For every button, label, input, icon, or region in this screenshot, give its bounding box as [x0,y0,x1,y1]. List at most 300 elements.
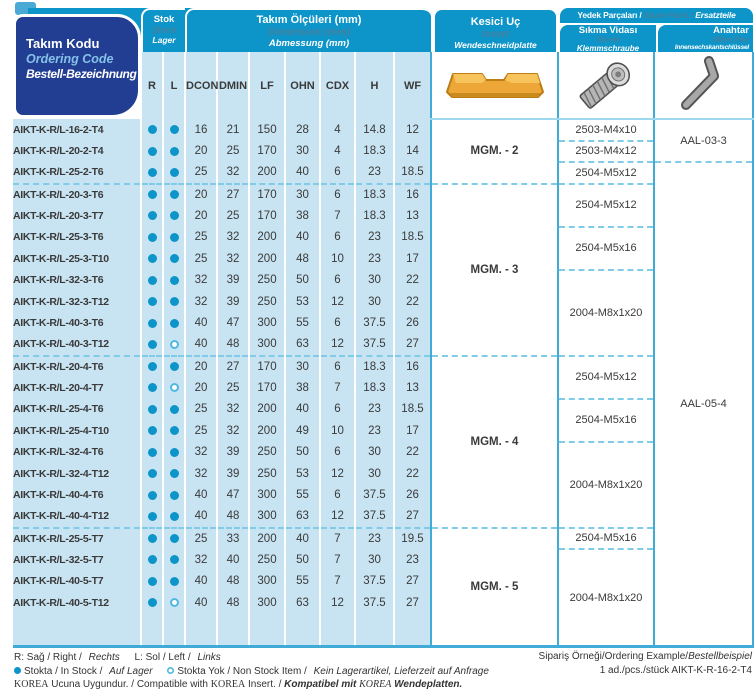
dimension-value-cell: 25 [185,162,217,184]
dimension-value-cell: 300 [249,485,285,507]
screw-code-cell: 2503-M4x12 [558,141,654,163]
insert-type-cell: MGM. - 4 [431,356,558,528]
dimension-value-cell: 53 [285,463,320,485]
in-stock-dot [170,125,179,134]
dimension-value-cell: 63 [285,592,320,614]
col-header-r: R [141,52,163,119]
dimension-value-cell: 250 [249,463,285,485]
dimension-value-cell: 37.5 [355,334,394,356]
dimension-value-cell: 18.5 [394,399,431,421]
dimension-value-cell: 48 [217,592,249,614]
dimension-value-cell: 26 [394,313,431,335]
dimension-value-cell: 48 [217,571,249,593]
dimension-value-cell: 250 [249,549,285,571]
dimension-value-cell: 33 [217,528,249,550]
dimension-value-cell: 27 [394,571,431,593]
dimension-value-cell: 12 [394,119,431,141]
ordering-code-cell: AIKT-K-R/L-32-4-T6 [13,442,141,464]
stock-l-cell [163,227,185,249]
dimension-value-cell: 23 [355,399,394,421]
legend-left: L: Sol / Left / [134,652,191,663]
in-stock-dot [170,405,179,414]
dimension-value-cell: 50 [285,270,320,292]
dimension-value-cell: 30 [355,291,394,313]
stock-r-cell [141,356,163,378]
dimension-value-cell: 23 [355,227,394,249]
dimension-value-cell: 49 [285,420,320,442]
in-stock-dot [148,340,157,349]
dimension-value-cell: 6 [320,313,355,335]
dimension-value-cell: 170 [249,184,285,206]
dimension-value-cell: 27 [394,592,431,614]
stock-r-cell [141,399,163,421]
non-stock-dot [167,667,174,674]
in-stock-dot [170,168,179,177]
in-stock-dot [148,211,157,220]
stock-r-cell [141,184,163,206]
dimension-value-cell: 6 [320,485,355,507]
dimension-value-cell [217,614,249,647]
dimension-value-cell: 250 [249,442,285,464]
dimension-value-cell: 6 [320,162,355,184]
col-header-dmin: DMIN [217,52,249,119]
stock-r-cell [141,334,163,356]
dimension-value-cell: 250 [249,291,285,313]
dimension-value-cell: 39 [217,463,249,485]
in-stock-dot [148,555,157,564]
dimension-value-cell: 40 [217,549,249,571]
dimension-value-cell: 6 [320,270,355,292]
in-stock-dot [170,362,179,371]
dimension-value-cell: 150 [249,119,285,141]
stock-r-cell [141,141,163,163]
allen-key-column-header [658,25,753,52]
in-stock-dot [148,448,157,457]
compat-de-1: Kompatibel mit [284,679,360,690]
spare-parts-band [560,8,753,23]
ordering-code-cell: AIKT-K-R/L-40-4-T12 [13,506,141,528]
dimension-value-cell: 37.5 [355,592,394,614]
dimension-value-cell: 23 [355,248,394,270]
dimension-value-cell: 30 [285,141,320,163]
dimension-value-cell: 300 [249,313,285,335]
in-stock-dot [148,125,157,134]
allen-key-label-tr: Anahtar [713,25,749,36]
dimension-value-cell: 200 [249,162,285,184]
stock-l-cell [163,528,185,550]
dimension-value-cell: 55 [285,485,320,507]
dimension-value-cell: 22 [394,270,431,292]
stock-r-cell [141,571,163,593]
stock-l-cell [163,377,185,399]
footer-legend [14,651,489,692]
stock-column-header [141,8,185,52]
dimension-value-cell: 200 [249,227,285,249]
ordering-code-cell: AIKT-K-R/L-20-2-T4 [13,141,141,163]
col-header-dcon: DCON [185,52,217,119]
in-stock-dot [148,491,157,500]
catalog-table [13,52,754,648]
dimension-value-cell: 19.5 [394,528,431,550]
insert-type-cell: MGM. - 3 [431,184,558,356]
in-stock-dot [148,147,157,156]
dimension-value-cell: 32 [185,291,217,313]
non-stock-dot [170,383,179,392]
insert-icon [442,67,548,101]
dimension-value-cell: 10 [320,420,355,442]
dimension-value-cell: 13 [394,205,431,227]
dimension-value-cell: 18.3 [355,141,394,163]
stock-l-cell [163,162,185,184]
col-header-lf: LF [249,52,285,119]
in-stock-dot [148,383,157,392]
dimension-value-cell: 300 [249,506,285,528]
ordering-code-cell: AIKT-K-R/L-25-4-T10 [13,420,141,442]
table-row [13,184,753,206]
stock-r-cell [141,506,163,528]
dimension-value-cell: 6 [320,399,355,421]
dimension-value-cell: 12 [320,592,355,614]
dimension-value-cell: 40 [185,313,217,335]
dimension-value-cell: 7 [320,549,355,571]
stock-l-cell [163,205,185,227]
in-stock-dot [170,577,179,586]
dimension-value-cell: 18.5 [394,227,431,249]
in-stock-dot [148,426,157,435]
screw-label-en: Screw [596,35,620,44]
table-row [13,162,753,184]
allen-key-code-cell: AAL-05-4 [654,162,753,647]
table-row [13,528,753,550]
dimension-value-cell: 27 [394,334,431,356]
stock-r-cell [141,377,163,399]
stock-r-cell [141,291,163,313]
dimension-value-cell: 40 [285,227,320,249]
dimension-value-cell: 17 [394,420,431,442]
stock-l-cell [163,399,185,421]
stock-l-cell [163,270,185,292]
ordering-code-cell: AIKT-K-R/L-40-3-T12 [13,334,141,356]
ordering-code-cell: AIKT-K-R/L-32-4-T12 [13,463,141,485]
dimension-value-cell: 25 [185,227,217,249]
dimension-value-cell: 48 [285,248,320,270]
allen-key-code-cell: AAL-03-3 [654,119,753,162]
dimension-value-cell: 12 [320,291,355,313]
in-stock-dot [148,319,157,328]
dimension-value-cell: 30 [355,270,394,292]
in-stock-dot [148,469,157,478]
ordering-example-title [539,650,752,664]
stock-r-cell [141,485,163,507]
col-header-ohn: OHN [285,52,320,119]
dimension-value-cell: 23 [355,528,394,550]
dimension-value-cell: 200 [249,399,285,421]
ordering-code-cell: AIKT-K-R/L-25-3-T10 [13,248,141,270]
dimension-value-cell: 18.3 [355,356,394,378]
compat-tr-en: Ucuna Uygundur. / Compatible with [48,679,211,690]
screw-label-de: Klemmschraube [576,44,640,52]
dimension-value-cell: 38 [285,205,320,227]
dimension-value-cell: 23 [355,420,394,442]
dimension-value-cell: 4 [320,141,355,163]
dimension-value-cell [320,614,355,647]
screw-code-cell: 2504-M5x16 [558,399,654,442]
footer-rl-legend [14,651,489,665]
dimension-value-cell: 22 [394,442,431,464]
stock-l-cell [163,184,185,206]
ordering-code-cell: AIKT-K-R/L-16-2-T4 [13,119,141,141]
in-stock-dot [14,667,21,674]
in-stock-dot [170,469,179,478]
dimension-value-cell: 14 [394,141,431,163]
dimension-value-cell [355,614,394,647]
dimension-value-cell: 30 [285,356,320,378]
dimension-value-cell: 30 [285,184,320,206]
dimension-value-cell: 39 [217,270,249,292]
in-stock-dot [148,233,157,242]
dimension-value-cell: 6 [320,442,355,464]
compat-sep: Insert. / [245,679,285,690]
stock-l-cell [163,119,185,141]
dimensions-label-tr: Takım Ölçüleri (mm) [256,14,362,26]
col-header-cdx: CDX [320,52,355,119]
ordering-code-cell: AIKT-K-R/L-40-3-T6 [13,313,141,335]
dimension-value-cell: 38 [285,377,320,399]
screw-code-cell: 2503-M4x10 [558,119,654,141]
dimension-value-cell: 170 [249,141,285,163]
dimension-value-cell: 16 [185,119,217,141]
screw-image-cell [558,52,654,119]
ordering-example-de: Bestellbeispiel [688,651,752,662]
stock-r-cell [141,119,163,141]
dimension-value-cell: 6 [320,227,355,249]
stock-l-cell [163,141,185,163]
dimension-value-cell: 12 [320,334,355,356]
dimension-value-cell: 25 [185,248,217,270]
dimension-value-cell [394,614,431,647]
table-row [13,442,753,464]
ordering-code-cell: AIKT-K-R/L-40-5-T12 [13,592,141,614]
dimension-value-cell: 18.3 [355,205,394,227]
dimension-value-cell: 32 [217,420,249,442]
dimension-value-cell: 40 [185,485,217,507]
in-stock-dot [148,190,157,199]
dimension-value-cell: 40 [285,162,320,184]
stock-l-cell [163,549,185,571]
dimension-value-cell: 7 [320,377,355,399]
in-stock-dot [148,254,157,263]
dimension-value-cell: 48 [217,506,249,528]
dimension-value-cell: 20 [185,205,217,227]
dimension-value-cell: 200 [249,420,285,442]
brand-korea-1: KOREA [14,679,49,690]
dimension-value-cell: 20 [185,377,217,399]
dimension-value-cell: 25 [217,205,249,227]
in-stock-dot [170,211,179,220]
dimension-value-cell: 40 [285,528,320,550]
title-tr: Takım Kodu [26,36,100,51]
dimension-value-cell: 30 [355,442,394,464]
stock-r-cell [141,442,163,464]
in-stock-dot [148,512,157,521]
stock-r-cell [141,420,163,442]
insert-type-cell: MGM. - 2 [431,119,558,184]
stock-l-cell [163,614,185,647]
dimension-value-cell: 22 [394,291,431,313]
non-stock-dot [170,598,179,607]
dimension-value-cell: 28 [285,119,320,141]
dimension-value-cell: 40 [185,334,217,356]
dimension-value-cell: 63 [285,506,320,528]
dimension-value-cell: 16 [394,184,431,206]
insert-label-tr: Kesici Uç [470,16,521,28]
dimension-value-cell: 12 [320,506,355,528]
stock-r-cell [141,248,163,270]
col-header-wf: WF [394,52,431,119]
dimension-value-cell: 26 [394,485,431,507]
stock-l-cell [163,506,185,528]
dimension-value-cell: 32 [185,463,217,485]
dimension-value-cell: 55 [285,313,320,335]
ordering-code-cell: AIKT-K-R/L-32-3-T6 [13,270,141,292]
allen-key-label-en: Allen Key [712,35,749,44]
dimension-value-cell [185,614,217,647]
ordering-code-cell: AIKT-K-R/L-20-4-T7 [13,377,141,399]
screw-code-cell: 2504-M5x12 [558,162,654,184]
in-stock-dot [148,405,157,414]
dimension-value-cell: 40 [185,506,217,528]
legend-left-de: Links [197,652,221,663]
dimension-value-cell: 40 [185,571,217,593]
allen-key-label-de: Innensechskantschlüssel [674,44,749,51]
in-stock-dot [170,491,179,500]
title-en: Ordering Code [26,52,114,66]
dimension-value-cell: 12 [320,463,355,485]
table-row [13,119,753,141]
brand-korea-3: KOREA [359,679,392,690]
dimension-value-cell: 22 [394,463,431,485]
dimension-value-cell: 300 [249,592,285,614]
table-row [13,227,753,249]
dimension-value-cell: 18.3 [355,184,394,206]
dimension-value-cell: 7 [320,205,355,227]
dimension-value-cell: 32 [217,399,249,421]
dimension-value-cell: 21 [217,119,249,141]
ordering-example-code: 1 ad./pcs./stück AIKT-K-R-16-2-T4 [599,664,752,676]
dimension-value-cell: 10 [320,248,355,270]
dimension-value-cell: 39 [217,291,249,313]
insert-label-en: Insert [481,29,510,40]
stock-label-en: Stock [151,25,177,35]
dimension-value-cell: 25 [185,420,217,442]
ordering-example-tr-en: Sipariş Örneği/Ordering Example/ [538,651,689,662]
dimension-value-cell: 55 [285,571,320,593]
dimension-value-cell: 25 [185,528,217,550]
dimension-value-cell: 6 [320,356,355,378]
dimension-value-cell: 20 [185,141,217,163]
stock-r-cell [141,463,163,485]
dimension-value-cell: 4 [320,119,355,141]
insert-column-header [433,8,558,52]
ordering-code-cell: AIKT-K-R/L-25-3-T6 [13,227,141,249]
legend-non-stock: Stokta Yok / Non Stock Item / [177,665,307,677]
dimension-value-cell: 30 [355,549,394,571]
col-header-h: H [355,52,394,119]
screw-code-cell: 2004-M8x1x20 [558,549,654,647]
dimension-value-cell: 48 [217,334,249,356]
in-stock-dot [170,512,179,521]
stock-l-cell [163,420,185,442]
table-row [13,549,753,571]
in-stock-dot [170,276,179,285]
screw-code-cell: 2504-M5x16 [558,528,654,550]
dimension-value-cell: 13 [394,377,431,399]
stock-r-cell [141,205,163,227]
dimension-value-cell: 50 [285,442,320,464]
in-stock-dot [170,448,179,457]
dimension-value-cell: 20 [185,184,217,206]
stock-l-cell [163,463,185,485]
stock-l-cell [163,592,185,614]
dimension-value-cell: 37.5 [355,485,394,507]
stock-r-cell [141,549,163,571]
table-row [13,141,753,163]
dimension-value-cell: 40 [185,592,217,614]
brand-korea-2: KOREA [210,679,246,690]
spare-parts-label-en: Spare Parts / [643,10,694,20]
stock-l-cell [163,442,185,464]
table-row [13,270,753,292]
insert-image-cell [431,52,558,119]
dimension-value-cell: 27 [217,356,249,378]
stock-l-cell [163,248,185,270]
dimension-value-cell: 27 [217,184,249,206]
stock-l-cell [163,356,185,378]
footer-stock-legend [14,665,489,679]
dimension-value-cell: 32 [217,248,249,270]
ordering-code-cell: AIKT-K-R/L-20-3-T7 [13,205,141,227]
ordering-example [539,650,752,677]
dimension-value-cell: 25 [185,399,217,421]
in-stock-dot [170,254,179,263]
screw-column-header [560,25,656,52]
dimension-value-cell: 250 [249,270,285,292]
ordering-code-cell: AIKT-K-R/L-40-5-T7 [13,571,141,593]
dimension-value-cell: 200 [249,248,285,270]
dimension-value-cell: 39 [217,442,249,464]
screw-code-cell: 2504-M5x16 [558,227,654,270]
stock-l-cell [163,571,185,593]
dimension-value-cell: 53 [285,291,320,313]
in-stock-dot [170,297,179,306]
dimension-value-cell: 18.3 [355,377,394,399]
compat-de-2: Wendeplatten. [391,679,463,690]
table-row [13,399,753,421]
dimension-value-cell: 23 [394,549,431,571]
dimension-value-cell: 40 [285,399,320,421]
legend-non-stock-de: Kein Lagerartikel, Lieferzeit auf Anfrage [313,665,489,677]
screw-icon [574,53,638,115]
dimension-value-cell: 32 [217,227,249,249]
ordering-code-cell: AIKT-K-R/L-20-3-T6 [13,184,141,206]
legend-right: R: Sağ / Right / [14,652,82,663]
table-row [13,356,753,378]
in-stock-dot [170,233,179,242]
screw-code-cell: 2004-M8x1x20 [558,270,654,356]
stock-l-cell [163,291,185,313]
stock-l-cell [163,313,185,335]
dimension-value-cell: 7 [320,528,355,550]
